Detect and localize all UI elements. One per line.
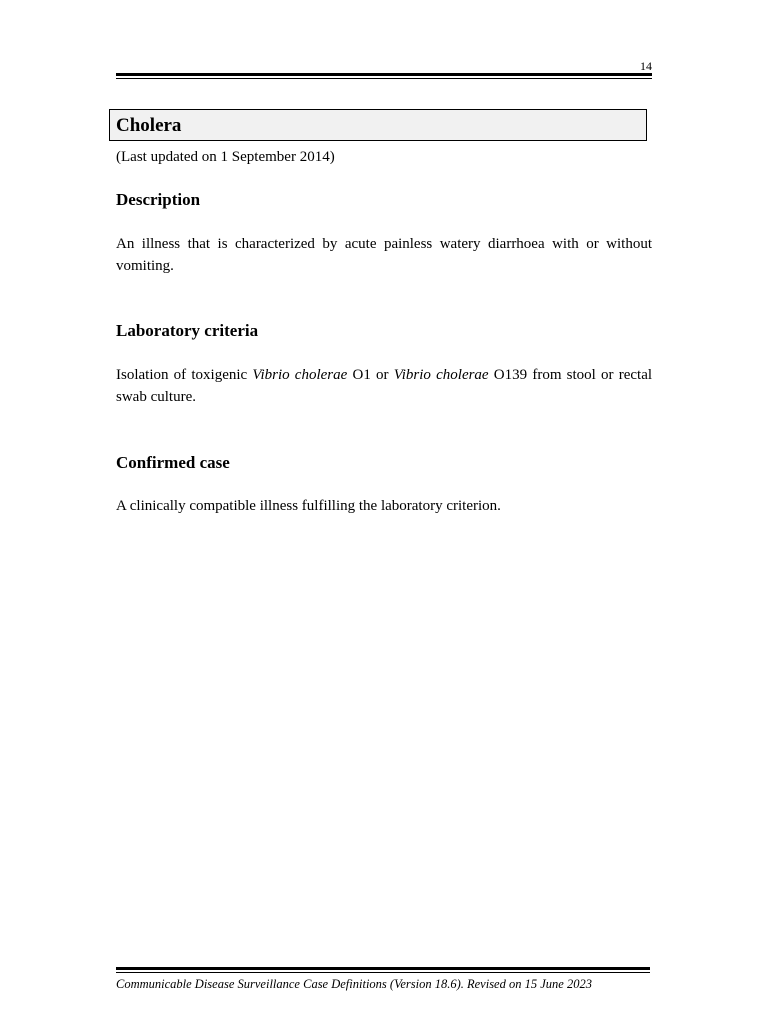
confirmed-case-text: A clinically compatible illness fulfilling the laboratory criterion.	[116, 498, 501, 514]
organism-name-2: Vibrio cholerae	[393, 367, 489, 383]
laboratory-criteria-text	[116, 364, 652, 408]
page-number: 14	[640, 59, 652, 73]
last-updated-note: (Last updated on 1 September 2014)	[116, 149, 335, 165]
laboratory-criteria-heading: Laboratory criteria	[116, 321, 259, 340]
footer-text: Communicable Disease Surveillance Case Definitions (Version 18.6). Revised on 15 June 2023	[116, 977, 592, 991]
lab-text-part-3: O139 from stool or rectal swab culture.	[116, 367, 653, 405]
lab-text-part-1: Isolation of toxigenic	[116, 367, 253, 383]
header-rule	[116, 73, 652, 76]
footer-rule	[116, 967, 650, 970]
lab-text-part-2: O1 or	[347, 367, 394, 383]
header-rule-thin	[116, 78, 652, 79]
confirmed-case-heading: Confirmed case	[116, 453, 230, 472]
footer-rule-thin	[116, 972, 650, 973]
description-text: An illness that is characterized by acute painless watery diarrhoea with or without vomiting.	[116, 236, 652, 274]
title-box	[109, 109, 647, 141]
organism-name-1: Vibrio cholerae	[252, 367, 348, 383]
page-title: Cholera	[116, 115, 182, 136]
description-heading: Description	[116, 190, 201, 209]
